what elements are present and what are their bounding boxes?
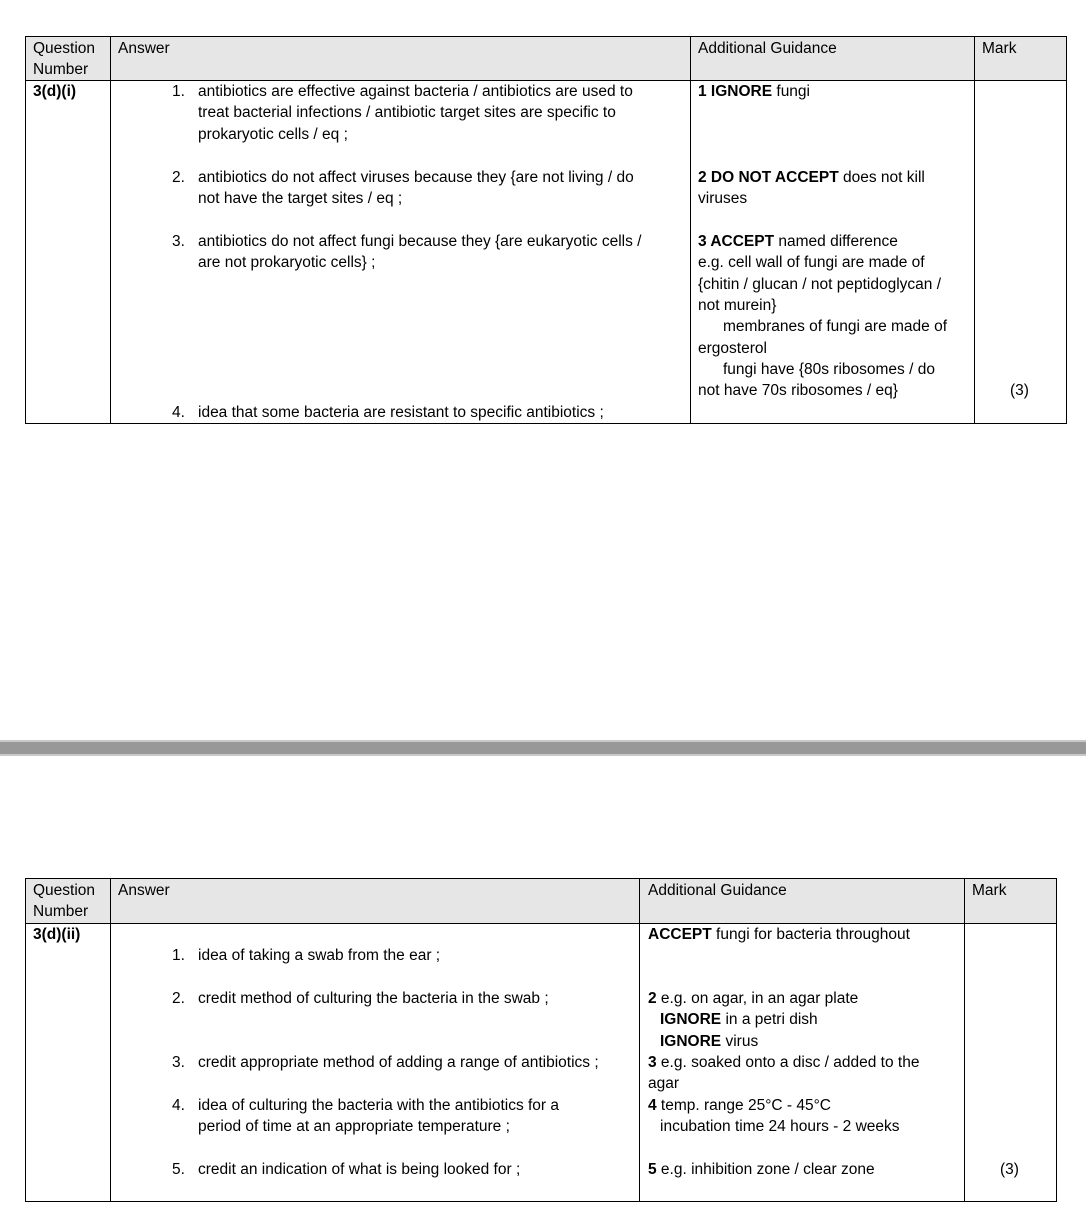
divider [110, 879, 111, 1201]
header-answer: Answer [118, 40, 170, 57]
guidance-text: e.g. inhibition zone / clear zone [656, 1161, 875, 1178]
answer-line: antibiotics do not affect viruses because they {are not living / do [198, 169, 634, 186]
guidance-line: not murein} [698, 297, 777, 314]
guidance-line: e.g. cell wall of fungi are made of [698, 254, 925, 271]
divider [110, 37, 111, 423]
answer-line: prokaryotic cells / eq ; [198, 126, 348, 143]
guidance-line: fungi have {80s ribosomes / do [723, 361, 935, 378]
answer-number: 5. [172, 1161, 185, 1178]
header-question: Question [33, 40, 96, 57]
guidance-line: not have 70s ribosomes / eq} [698, 382, 898, 399]
answer-number: 3. [172, 1054, 185, 1071]
guidance-keyword: IGNORE [660, 1033, 722, 1050]
divider [639, 879, 640, 1201]
answer-number: 2. [172, 990, 185, 1007]
header-mark: Mark [972, 882, 1007, 899]
guidance-keyword: 2 DO NOT ACCEPT [698, 169, 839, 186]
divider [974, 37, 975, 423]
answer-line: treat bacterial infections / antibiotic target sites are specific to [198, 104, 616, 121]
table-header-row [26, 879, 1056, 924]
guidance-text: temp. range 25°C - 45°C [656, 1097, 831, 1114]
guidance-text: does not kill [838, 169, 925, 186]
answer-line: idea of culturing the bacteria with the antibiotics for a [198, 1097, 560, 1114]
divider [964, 879, 965, 1201]
guidance-text: virus [721, 1033, 759, 1050]
guidance-line: viruses [698, 190, 748, 207]
header-number: Number [33, 61, 89, 78]
guidance-0 [648, 924, 910, 945]
answer-number: 1. [172, 947, 185, 964]
guidance-keyword: 3 [648, 1054, 657, 1071]
answer-line: period of time at an appropriate temperature ; [198, 1118, 510, 1135]
answer-number: 4. [172, 404, 185, 421]
answer-line: idea that some bacteria are resistant to specific antibiotics ; [198, 404, 604, 421]
guidance-line: incubation time 24 hours - 2 weeks [660, 1118, 900, 1135]
mark-scheme-table-3dii [25, 878, 1057, 1202]
answer-line: credit method of culturing the bacteria in the swab ; [198, 990, 549, 1007]
guidance-keyword: IGNORE [660, 1011, 722, 1028]
page-break [0, 740, 1086, 756]
guidance-keyword: 4 [648, 1097, 657, 1114]
guidance-2 [648, 988, 858, 1009]
guidance-line [660, 1009, 818, 1030]
answer-line: antibiotics do not affect fungi because they {are eukaryotic cells / [198, 233, 642, 250]
guidance-line: {chitin / glucan / not peptidoglycan / [698, 276, 941, 293]
guidance-line: agar [648, 1075, 680, 1092]
answer-number: 3. [172, 233, 185, 250]
table-header-row [26, 37, 1066, 81]
header-question: Question [33, 882, 96, 899]
guidance-line [660, 1031, 758, 1052]
guidance-2 [698, 167, 925, 188]
question-number: 3(d)(ii) [33, 926, 81, 943]
header-guidance: Additional Guidance [698, 40, 837, 57]
header-number: Number [33, 903, 89, 920]
guidance-keyword: 5 [648, 1161, 657, 1178]
divider [690, 37, 691, 423]
mark-value: (3) [1000, 1161, 1019, 1178]
answer-line: credit an indication of what is being looked for ; [198, 1161, 521, 1178]
guidance-keyword: 3 ACCEPT [698, 233, 775, 250]
guidance-3 [698, 231, 898, 252]
answer-number: 4. [172, 1097, 185, 1114]
guidance-keyword: 1 IGNORE [698, 83, 773, 100]
answer-line: idea of taking a swab from the ear ; [198, 947, 441, 964]
guidance-text: fungi [772, 83, 810, 100]
answer-number: 2. [172, 169, 185, 186]
guidance-line: membranes of fungi are made of [723, 318, 948, 335]
guidance-keyword: 2 [648, 990, 657, 1007]
question-number: 3(d)(i) [33, 83, 77, 100]
answer-line: credit appropriate method of adding a range of antibiotics ; [198, 1054, 599, 1071]
guidance-5 [648, 1159, 875, 1180]
guidance-text: e.g. on agar, in an agar plate [656, 990, 859, 1007]
guidance-line: ergosterol [698, 340, 767, 357]
answer-line: are not prokaryotic cells} ; [198, 254, 376, 271]
header-mark: Mark [982, 40, 1017, 57]
answer-line: not have the target sites / eq ; [198, 190, 403, 207]
guidance-keyword: ACCEPT [648, 926, 712, 943]
guidance-4 [648, 1095, 831, 1116]
guidance-3 [648, 1052, 919, 1073]
guidance-text: e.g. soaked onto a disc / added to the [656, 1054, 920, 1071]
mark-scheme-table-3di [25, 36, 1067, 424]
guidance-text: in a petri dish [721, 1011, 818, 1028]
guidance-1 [698, 81, 810, 102]
answer-line: antibiotics are effective against bacteria / antibiotics are used to [198, 83, 633, 100]
guidance-text: fungi for bacteria throughout [711, 926, 910, 943]
header-answer: Answer [118, 882, 170, 899]
answer-number: 1. [172, 83, 185, 100]
header-guidance: Additional Guidance [648, 882, 787, 899]
guidance-text: named difference [774, 233, 898, 250]
mark-value: (3) [1010, 382, 1029, 399]
